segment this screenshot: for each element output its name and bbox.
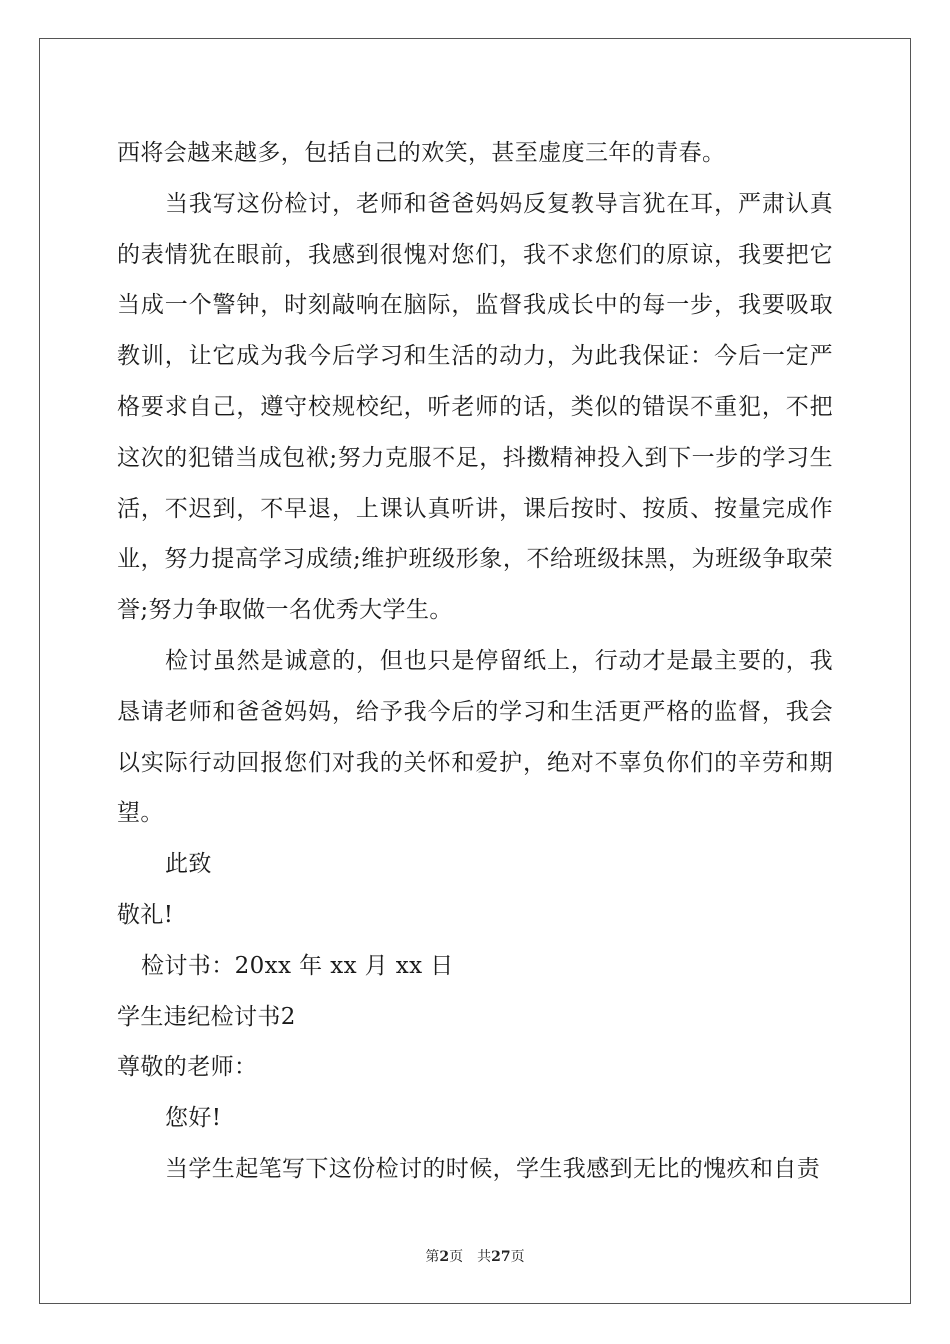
closing-salutation: 此致: [165, 851, 212, 878]
paragraph: 西将会越来越多，包括自己的欢笑，甚至虚度三年的青春。: [117, 140, 726, 166]
section-title: 学生违纪检讨书2: [117, 1003, 296, 1030]
greeting: 您好!: [165, 1105, 222, 1132]
signature-date: 检讨书：20xx 年 xx 月 xx 日: [141, 952, 454, 979]
footer-suffix: 页: [510, 1249, 525, 1265]
paragraph: 检讨虽然是诚意的，但也只是停留纸上，行动才是最主要的，我恳请老师和爸爸妈妈，给予我今后的学习和生活更严格的监督，我会以实际行动回报您们对我的关怀和爱护，绝对不辜负你们的辛劳和期望。: [117, 647, 833, 827]
footer-page-number: 2: [439, 1249, 450, 1265]
paragraph: 当学生起笔写下这份检讨的时候，学生我感到无比的愧疚和自责: [165, 1155, 821, 1182]
greeting-recipient: 尊敬的老师：: [117, 1054, 258, 1081]
closing-regards: 敬礼!: [117, 901, 174, 928]
document-body: [117, 128, 833, 1195]
page-footer: [0, 1246, 950, 1266]
footer-mid: 页 共: [449, 1249, 492, 1265]
footer-total-pages: 27: [491, 1249, 511, 1265]
footer-prefix: 第: [425, 1249, 440, 1265]
paragraph: 当我写这份检讨，老师和爸爸妈妈反复教导言犹在耳，严肃认真的表情犹在眼前，我感到很愧对您们，我不求您们的原谅，我要把它当成一个警钟，时刻敲响在脑际，监督我成长中的每一步，我要吸取教训，让它成为我今后学习和生活的动力，为此我保证：今后一定严格要求自己，遵守校规校纪，听老师的话，类似的错误不重犯，不把这次的犯错当成包袱;努力克服不足，抖擞精神投入到下一步的学习生活，不迟到，不早退，上课认真听讲，课后按时、按质、按量完成作业，努力提高学习成绩;维护班级形象，不给班级抹黑，为班级争取荣誉;努力争取做一名优秀大学生。: [117, 190, 833, 624]
